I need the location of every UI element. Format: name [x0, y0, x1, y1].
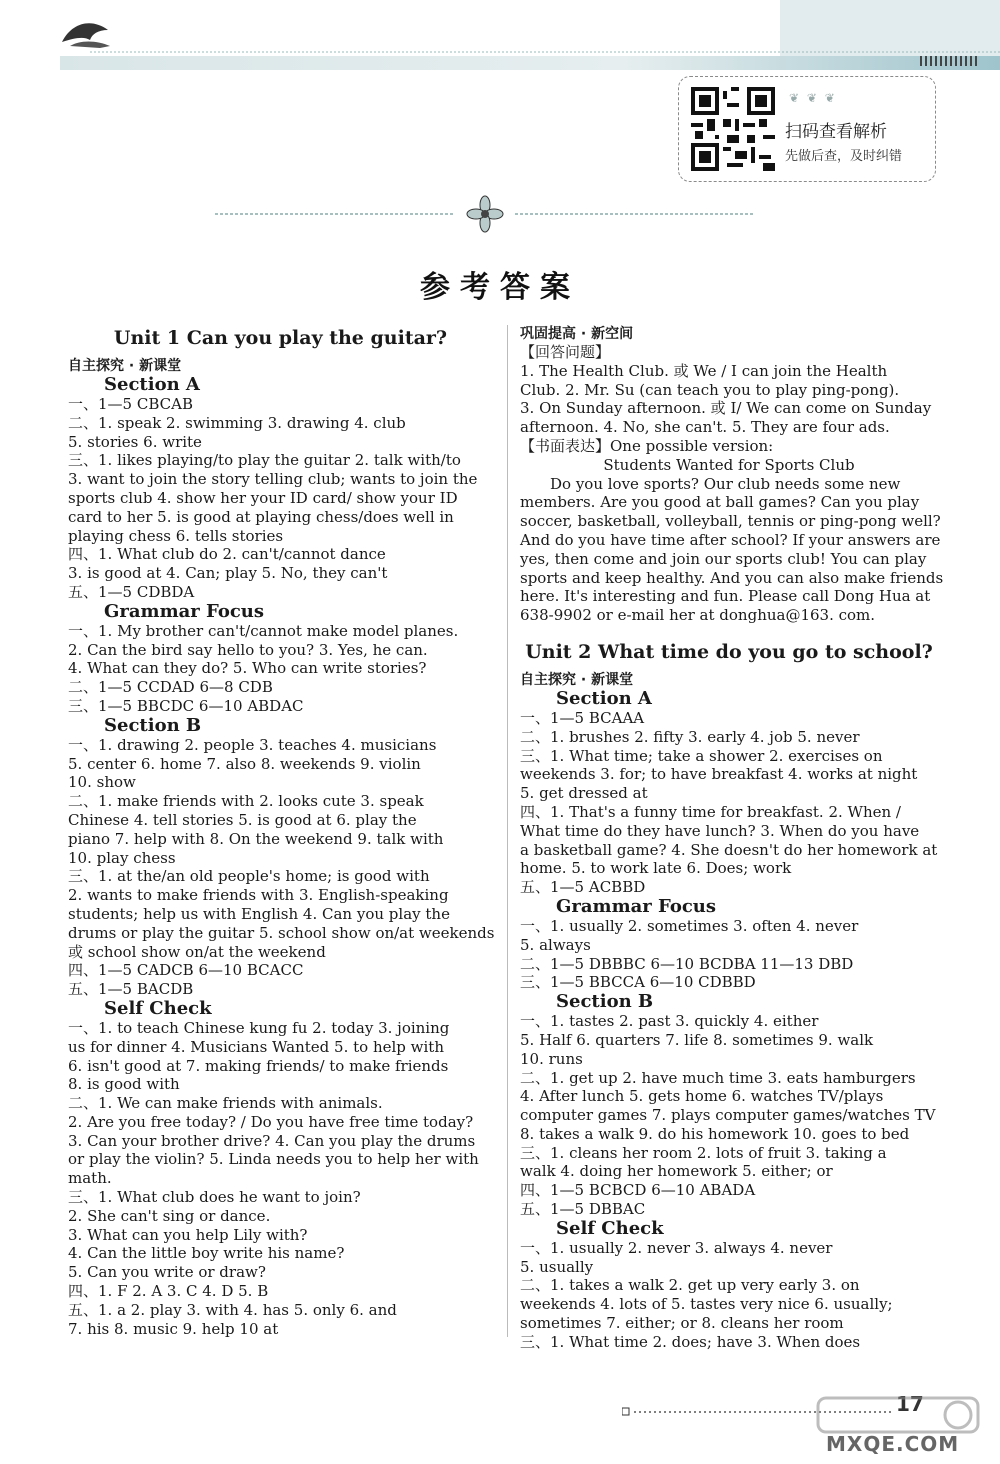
- answer-line: 二、1. takes a walk 2. get up very early 3. on: [520, 1276, 860, 1295]
- category-label: 巩固提高 · 新空间: [520, 326, 634, 342]
- answer-line: drums or play the guitar 5. school show on/at weekends: [68, 923, 495, 942]
- answer-line: 三、1. at the/an old people's home; is good with: [68, 867, 430, 886]
- unit-heading: Unit 2 What time do you go to school?: [525, 640, 933, 663]
- answer-line: 5. usually: [520, 1257, 594, 1276]
- answer-line: afternoon. 4. No, she can't. 5. They are four ads.: [520, 418, 890, 437]
- answer-line: 2. She can't sing or dance.: [68, 1206, 271, 1225]
- section-heading: Section A: [556, 687, 652, 709]
- answer-line: us for dinner 4. Musicians Wanted 5. to help with: [68, 1037, 444, 1056]
- answer-line: 8. is good with: [68, 1075, 180, 1094]
- essay-line: Do you love sports? Our club needs some new: [550, 474, 901, 493]
- category-label: 自主探究 · 新课堂: [520, 671, 634, 688]
- answer-line: piano 7. help with 8. On the weekend 9. talk with: [68, 829, 444, 848]
- column-divider: [507, 325, 508, 1337]
- page-number: 17: [896, 1392, 924, 1416]
- answer-line: 5. get dressed at: [520, 784, 648, 803]
- answer-line: or play the violin? 5. Linda needs you to help her with: [68, 1150, 479, 1169]
- answer-line: 二、1. We can make friends with animals.: [68, 1094, 383, 1113]
- answer-line: 或 school show on/at the weekend: [68, 942, 326, 961]
- answer-line: 五、1—5 BACDB: [68, 980, 194, 999]
- flower-divider: [215, 192, 755, 242]
- answer-line: 3. is good at 4. Can; play 5. No, they can't: [68, 564, 388, 583]
- answer-line: 一、1—5 BCAAA: [520, 708, 645, 727]
- section-heading: Self Check: [104, 997, 212, 1019]
- answer-line: home. 5. to work late 6. Does; work: [520, 859, 792, 878]
- qr-code-icon[interactable]: [691, 87, 775, 171]
- answer-line: 5. Half 6. quarters 7. life 8. sometimes 9. walk: [520, 1030, 874, 1049]
- section-heading: Section A: [104, 374, 200, 395]
- answer-line: 3. On Sunday afternoon. 或 I/ We can come on Sunday: [520, 399, 932, 418]
- answer-line: 5. always: [520, 935, 591, 954]
- answer-line: 四、1. That's a funny time for breakfast. 2. When /: [520, 802, 901, 821]
- answer-line: 三、1. What time; take a shower 2. exercises on: [520, 746, 883, 765]
- answer-line: 8. takes a walk 9. do his homework 10. goes to bed: [520, 1124, 910, 1143]
- answer-line: 一、1. usually 2. sometimes 3. often 4. never: [520, 916, 859, 935]
- answer-line: computer games 7. plays computer games/watches TV: [520, 1106, 936, 1125]
- spacer: [520, 625, 938, 639]
- answer-line: 4. What can they do? 5. Who can write stories?: [68, 659, 427, 678]
- answer-line: playing chess 6. tells stories: [68, 526, 284, 545]
- answers-right-column: [520, 325, 944, 1352]
- answer-line: 一、1. drawing 2. people 3. teaches 4. musicians: [68, 735, 437, 754]
- answer-line: weekends 4. lots of 5. tastes very nice 6. usually;: [520, 1295, 893, 1314]
- answer-line: 10. runs: [520, 1049, 583, 1068]
- answer-line: What time do they have lunch? 3. When do you have: [520, 821, 920, 840]
- qr-subtitle: 先做后查，及时纠错: [785, 149, 903, 164]
- answer-line: 2. Can the bird say hello to you? 3. Yes, he can.: [68, 640, 428, 659]
- answer-line: 4. Can the little boy write his name?: [68, 1244, 345, 1263]
- answer-line: 5. center 6. home 7. also 8. weekends 9. violin: [68, 754, 421, 773]
- answer-line: 一、1. tastes 2. past 3. quickly 4. either: [520, 1012, 819, 1031]
- answer-line: 二、1. speak 2. swimming 3. drawing 4. club: [68, 413, 406, 432]
- header-band: [0, 0, 1000, 75]
- answer-line: 3. want to join the story telling club; wants to join the: [68, 470, 478, 489]
- page-title: 参考答案: [420, 270, 580, 305]
- answer-line: card to her 5. is good at playing chess/does well in: [68, 507, 454, 526]
- section-heading: Section B: [104, 714, 202, 736]
- answer-line: soccer, basketball, volleyball, tennis or ping-pong well?: [520, 512, 941, 531]
- answer-line: 3. What can you help Lily with?: [68, 1225, 308, 1244]
- flower-icon: [467, 196, 503, 232]
- answer-line: sports club 4. show her your ID card/ show your ID: [68, 488, 458, 507]
- answer-line: 三、1—5 BBCCA 6—10 CDBBD: [520, 973, 756, 992]
- answer-line: 四、1—5 CADCB 6—10 BCACC: [68, 961, 304, 980]
- watermark-text: MXQE.COM: [826, 1432, 960, 1456]
- answer-line: 7. his 8. music 9. help 10 at: [68, 1319, 279, 1338]
- answer-line: 五、1—5 DBBAC: [520, 1200, 646, 1219]
- answer-line: 二、1. brushes 2. fifty 3. early 4. job 5. never: [520, 727, 860, 746]
- answer-line: Club. 2. Mr. Su (can teach you to play ping-pong).: [520, 380, 900, 399]
- answer-line: 二、1. make friends with 2. looks cute 3. speak: [68, 792, 424, 811]
- answer-line: 二、1—5 CCDAD 6—8 CDB: [68, 678, 273, 697]
- bird-logo-icon: [62, 23, 110, 48]
- answer-line: 一、1. usually 2. never 3. always 4. never: [520, 1238, 833, 1257]
- answer-line: 一、1—5 CBCAB: [68, 395, 193, 413]
- answer-line: sports and keep healthy. And you can also make friends: [520, 568, 944, 587]
- answer-line: 638-9902 or e-mail her at donghua@163. com.: [520, 606, 876, 625]
- answer-line: 一、1. My brother can't/cannot make model planes.: [68, 621, 459, 640]
- answer-line: members. Are you good at ball games? Can you play: [520, 493, 920, 512]
- essay-title: Students Wanted for Sports Club: [603, 455, 855, 474]
- answer-line: 3. Can your brother drive? 4. Can you play the drums: [68, 1131, 476, 1150]
- answer-line: 三、1—5 BBCDC 6—10 ABDAC: [68, 696, 304, 715]
- answer-line: 6. isn't good at 7. making friends/ to make friends: [68, 1056, 449, 1075]
- answer-line: sometimes 7. either; or 8. cleans her room: [520, 1314, 844, 1333]
- section-heading: Grammar Focus: [104, 600, 265, 622]
- answer-line: 二、1. get up 2. have much time 3. eats hamburgers: [520, 1068, 916, 1087]
- answer-line: here. It's interesting and fun. Please call Dong Hua at: [520, 587, 931, 606]
- section-heading: Grammar Focus: [556, 895, 717, 917]
- answer-line: 2. wants to make friends with 3. English-speaking: [68, 886, 449, 905]
- answer-line: 五、1—5 CDBDA: [68, 582, 195, 601]
- answer-line: 四、1. What club do 2. can't/cannot dance: [68, 545, 386, 564]
- answer-line: 10. play chess: [68, 848, 176, 867]
- answer-line: 4. After lunch 5. gets home 6. watches TV/plays: [520, 1087, 884, 1106]
- answer-line: walk 4. doing her homework 5. either; or: [520, 1162, 833, 1181]
- answer-line: 1. The Health Club. 或 We / I can join the Health: [520, 361, 888, 380]
- answer-line: 5. Can you write or draw?: [68, 1263, 266, 1282]
- answer-line: 五、1. a 2. play 3. with 4. has 5. only 6. and: [68, 1300, 397, 1319]
- answer-line: 一、1. to teach Chinese kung fu 2. today 3. joining: [68, 1018, 450, 1037]
- answer-line: And do you have time after school? If your answers are: [520, 530, 941, 549]
- category-label: 自主探究 · 新课堂: [68, 358, 182, 374]
- answer-line: 5. stories 6. write: [68, 432, 202, 451]
- qr-code-box[interactable]: [678, 76, 936, 182]
- section-heading: Section B: [556, 991, 654, 1013]
- answer-line: Chinese 4. tell stories 5. is good at 6. play the: [68, 810, 417, 829]
- answer-line: a basketball game? 4. She doesn't do her homework at: [520, 840, 938, 859]
- answer-line: 四、1. F 2. A 3. C 4. D 5. B: [68, 1282, 269, 1301]
- answer-line: 2. Are you free today? / Do you have free time today?: [68, 1112, 474, 1131]
- answer-line: 三、1. What club does he want to join?: [68, 1188, 361, 1207]
- answer-line: weekends 3. for; to have breakfast 4. works at night: [520, 765, 918, 784]
- answer-line: students; help us with English 4. Can you play the: [68, 904, 450, 923]
- answers-left-column: [68, 325, 493, 1338]
- answer-line: 四、1—5 BCBCD 6—10 ABADA: [520, 1181, 756, 1200]
- answer-line: 【回答问题】: [520, 343, 611, 361]
- answer-line: 二、1—5 DBBBC 6—10 BCDBA 11—13 DBD: [520, 954, 854, 973]
- section-heading: Self Check: [556, 1217, 664, 1239]
- answer-line: 三、1. likes playing/to play the guitar 2. talk with/to: [68, 451, 461, 470]
- answer-line: 五、1—5 ACBBD: [520, 878, 646, 897]
- answer-line: 三、1. cleans her room 2. lots of fruit 3. taking a: [520, 1143, 887, 1162]
- answer-line: 三、1. What time 2. does; have 3. When does: [520, 1332, 861, 1351]
- qr-title: 扫码查看解析: [785, 122, 887, 142]
- unit-heading: Unit 1 Can you play the guitar?: [113, 327, 448, 349]
- answer-line: 【书面表达】One possible version:: [520, 436, 774, 455]
- answer-line: math.: [68, 1169, 112, 1188]
- answer-line: yes, then come and join our sports club! You can play: [520, 549, 927, 568]
- ornament-icon: ❦ ❦ ❦: [789, 91, 837, 105]
- answer-line: 10. show: [68, 773, 136, 792]
